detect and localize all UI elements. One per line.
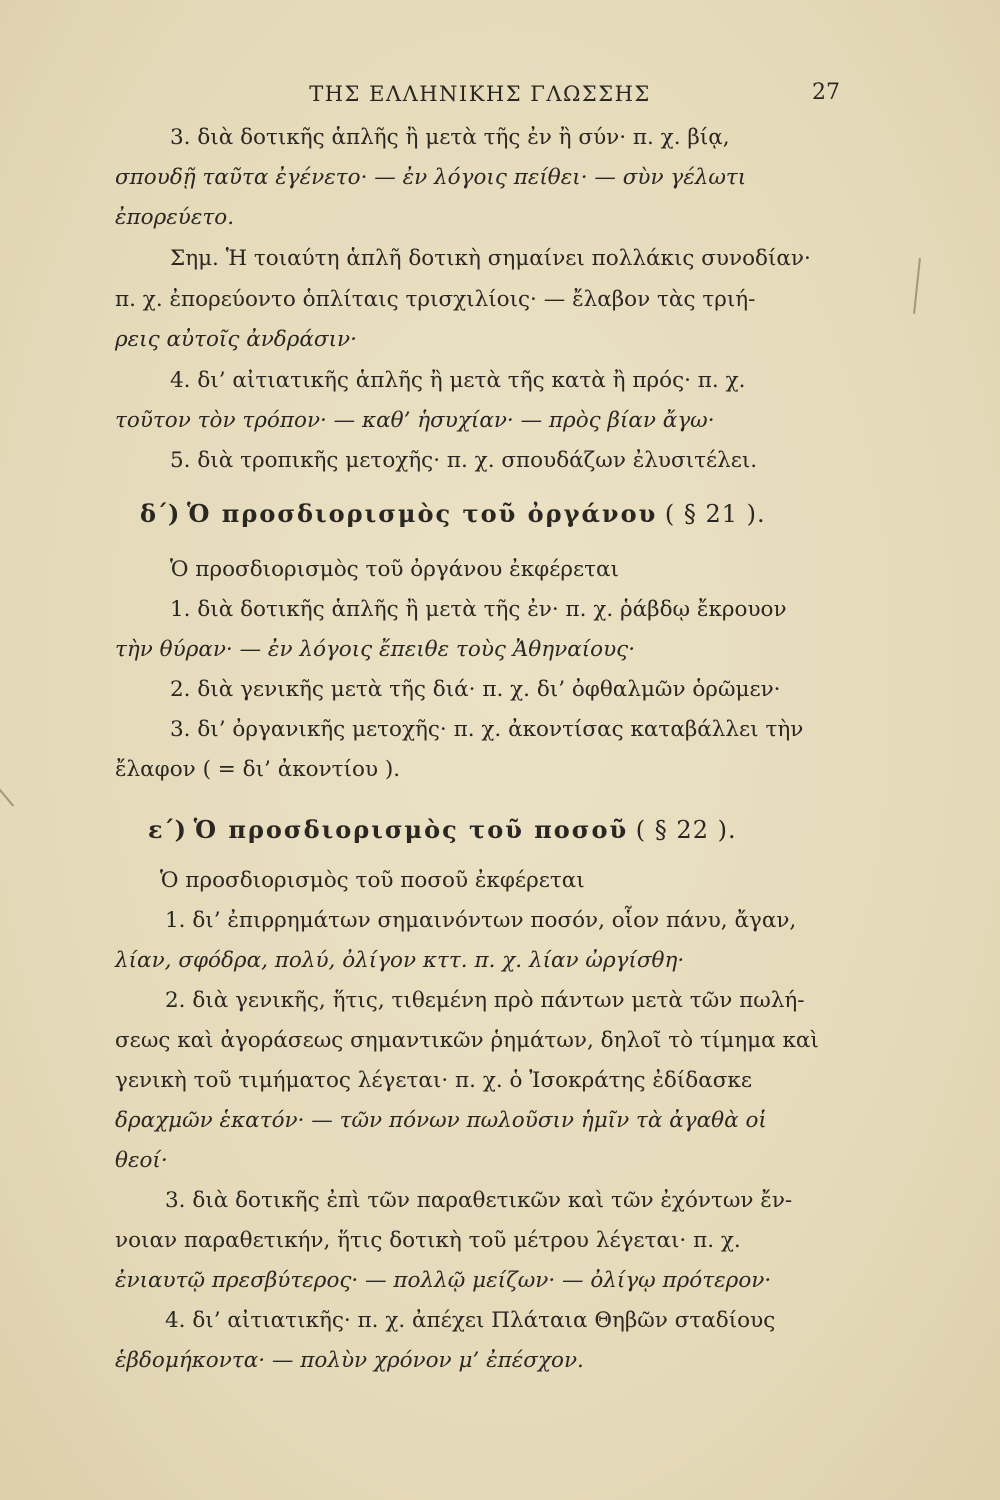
text-line: σεως καὶ ἀγοράσεως σημαντικῶν ῥημάτων, δηλοῖ τὸ τίμημα καὶ [115, 1028, 819, 1053]
section-heading-instrument: δ΄) Ὁ προσδιορισμὸς τοῦ ὀργάνου ( § 21 ). [140, 499, 766, 528]
text-line: γενικὴ τοῦ τιμήματος λέγεται· π. χ. ὁ Ἰσοκράτης ἐδίδασκε [115, 1068, 753, 1093]
page-header [120, 80, 840, 114]
text-line: ἐπορεύετο. [115, 205, 235, 230]
note-line: Σημ. Ἡ τοιαύτη ἁπλῆ δοτικὴ σημαίνει πολλάκις συνοδίαν· [170, 246, 811, 271]
text-line: λίαν, σφόδρα, πολύ, ὀλίγον κττ. π. χ. λίαν ὠργίσθη· [115, 948, 685, 973]
text-line: ἐνιαυτῷ πρεσβύτερος· — πολλῷ μείζων· — ὀλίγῳ πρότερον· [115, 1268, 772, 1293]
text-line: 2. διὰ γενικῆς, ἥτις, τιθεμένη πρὸ πάντων μετὰ τῶν πωλή- [165, 988, 805, 1013]
text-line: νοιαν παραθετικήν, ἥτις δοτικὴ τοῦ μέτρου λέγεται· π. χ. [115, 1228, 741, 1253]
text-line: ἑβδομήκοντα· — πολὺν χρόνον μ’ ἐπέσχον. [115, 1348, 584, 1373]
section-heading-quantity: ε΄) Ὁ προσδιορισμὸς τοῦ ποσοῦ ( § 22 ). [148, 815, 737, 844]
text-line: ἔλαφον ( = δι’ ἀκοντίου ). [115, 757, 401, 782]
text-line: θεοί· [115, 1148, 168, 1173]
text-line: 4. δι’ αἰτιατικῆς· π. χ. ἀπέχει Πλάταια Θηβῶν σταδίους [165, 1308, 776, 1333]
text-line: 2. διὰ γενικῆς μετὰ τῆς διά· π. χ. δι’ ὀφθαλμῶν ὁρῶμεν· [170, 677, 781, 702]
text-line: 1. διὰ δοτικῆς ἁπλῆς ἢ μετὰ τῆς ἐν· π. χ. ῥάβδῳ ἔκρουον [170, 597, 787, 622]
text-line: ρεις αὐτοῖς ἀνδράσιν· [115, 327, 357, 352]
text-line: 5. διὰ τροπικῆς μετοχῆς· π. χ. σπουδάζων ἐλυσιτέλει. [170, 448, 758, 473]
text-line: 1. δι’ ἐπιρρημάτων σημαινόντων ποσόν, οἷον πάνυ, ἄγαν, [165, 908, 797, 933]
running-title: ΤΗΣ ΕΛΛΗΝΙΚΗΣ ΓΛΩΣΣΗΣ [309, 82, 651, 106]
page-number: 27 [812, 80, 840, 105]
text-line: σπουδῇ ταῦτα ἐγένετο· — ἐν λόγοις πείθει· — σὺν γέλωτι [115, 165, 747, 190]
text-line: 4. δι’ αἰτιατικῆς ἁπλῆς ἢ μετὰ τῆς κατὰ ἢ πρός· π. χ. [170, 368, 746, 393]
text-line: τὴν θύραν· — ἐν λόγοις ἔπειθε τοὺς Ἀθηναίους· [115, 637, 636, 662]
text-line: Ὁ προσδιορισμὸς τοῦ ποσοῦ ἐκφέρεται [160, 868, 585, 893]
text-line: Ὁ προσδιορισμὸς τοῦ ὀργάνου ἐκφέρεται [170, 557, 619, 582]
text-line: δραχμῶν ἑκατόν· — τῶν πόνων πωλοῦσιν ἡμῖν τὰ ἀγαθὰ οἱ [115, 1108, 767, 1133]
text-line: π. χ. ἐπορεύοντο ὁπλίταις τρισχιλίοις· — ἔλαβον τὰς τριή- [115, 287, 756, 312]
margin-pencil-mark [0, 785, 14, 806]
text-line: 3. δι’ ὀργανικῆς μετοχῆς· π. χ. ἀκοντίσας καταβάλλει τὴν [170, 717, 804, 742]
text-line: τοῦτον τὸν τρόπον· — καθ’ ἡσυχίαν· — πρὸς βίαν ἄγω· [115, 408, 715, 433]
text-line: 3. διὰ δοτικῆς ἁπλῆς ἢ μετὰ τῆς ἐν ἢ σύν· π. χ. βίᾳ, [170, 125, 730, 150]
text-line: 3. διὰ δοτικῆς ἐπὶ τῶν παραθετικῶν καὶ τῶν ἐχόντων ἔν- [165, 1188, 793, 1213]
